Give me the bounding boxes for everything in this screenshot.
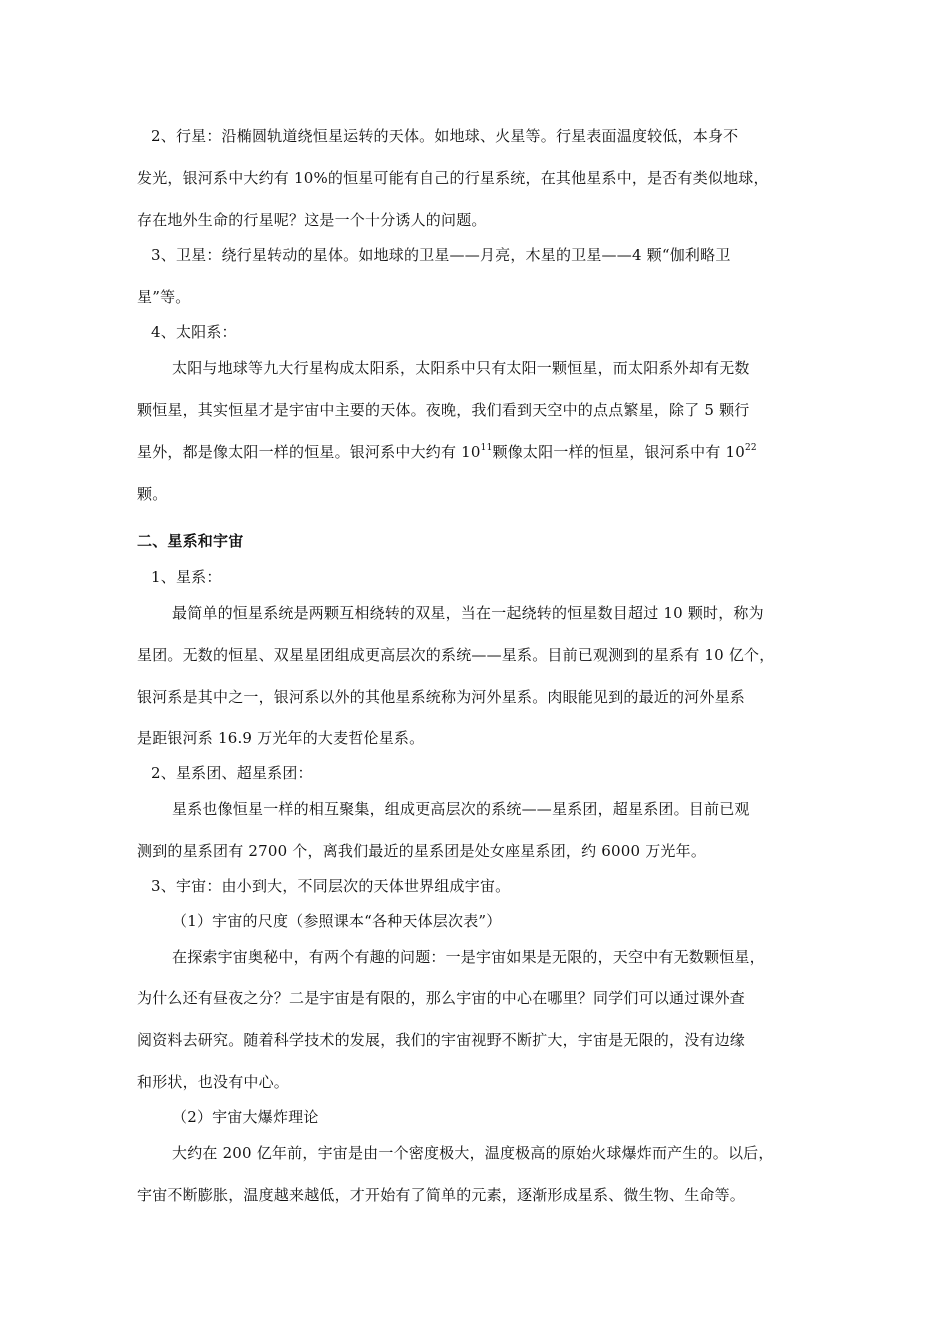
text-line: 宇宙不断膨胀，温度越来越低，才开始有了简单的元素，逐渐形成星系、微生物、生命等。 [137, 1186, 746, 1204]
text-line: 4、太阳系： [151, 323, 237, 341]
text-line: 测到的星系团有 2700 个，离我们最近的星系团是处女座星系团，约 6000 万光年。 [137, 842, 707, 860]
text-line: 为什么还有昼夜之分？二是宇宙是有限的，那么宇宙的中心在哪里？同学们可以通过课外查 [137, 989, 746, 1007]
text-line: 最简单的恒星系统是两颗互相绕转的双星，当在一起绕转的恒星数目超过 10 颗时，称为 [172, 604, 764, 622]
text-line: 大约在 200 亿年前，宇宙是由一个密度极大，温度极高的原始火球爆炸而产生的。以后， [172, 1144, 774, 1162]
text-line: 星”等。 [137, 288, 191, 306]
text-line: 1、星系： [151, 568, 222, 586]
exponent: 22 [745, 443, 757, 453]
text-line: 阅资料去研究。随着科学技术的发展，我们的宇宙视野不断扩大，宇宙是无限的，没有边缘 [137, 1031, 746, 1049]
text-line-with-exponents [137, 442, 757, 462]
text-line: 存在地外生命的行星呢？这是一个十分诱人的问题。 [137, 211, 487, 229]
text-line: 3、卫星：绕行星转动的星体。如地球的卫星——月亮，木星的卫星——4 颗“伽利略卫 [151, 246, 731, 264]
text-line: 颗。 [137, 485, 168, 503]
text-line: 和形状，也没有中心。 [137, 1073, 290, 1091]
text-line: 2、行星：沿椭圆轨道绕恒星运转的天体。如地球、火星等。行星表面温度较低，本身不 [151, 127, 739, 145]
exponent: 11 [480, 443, 493, 453]
text-line: 2、星系团、超星系团： [151, 764, 313, 782]
text-line: 是距银河系 16.9 万光年的大麦哲伦星系。 [137, 729, 425, 747]
text-line: 星团。无数的恒星、双星星团组成更高层次的系统——星系。目前已观测到的星系有 10 亿个， [137, 646, 775, 664]
text-line: 太阳与地球等九大行星构成太阳系，太阳系中只有太阳一颗恒星，而太阳系外却有无数 [172, 359, 750, 377]
text-segment: 颗像太阳一样的恒星，银河系中有 10 [492, 443, 745, 461]
text-line: 颗恒星，其实恒星才是宇宙中主要的天体。夜晚，我们看到天空中的点点繁星，除了 5 颗行 [137, 401, 750, 419]
text-line: （1）宇宙的尺度（参照课本“各种天体层次表”） [172, 912, 502, 930]
text-line: （2）宇宙大爆炸理论 [172, 1108, 319, 1126]
text-segment: 星外，都是像太阳一样的恒星。银河系中大约有 10 [137, 443, 481, 461]
text-line: 星系也像恒星一样的相互聚集，组成更高层次的系统——星系团，超星系团。目前已观 [172, 800, 750, 818]
text-line: 在探索宇宙奥秘中，有两个有趣的问题：一是宇宙如果是无限的，天空中有无数颗恒星， [172, 948, 765, 966]
section-heading: 二、星系和宇宙 [137, 532, 244, 550]
text-line: 3、宇宙：由小到大，不同层次的天体世界组成宇宙。 [151, 877, 511, 895]
text-line: 银河系是其中之一，银河系以外的其他星系统称为河外星系。肉眼能见到的最近的河外星系 [137, 688, 746, 706]
text-line: 发光，银河系中大约有 10%的恒星可能有自己的行星系统，在其他星系中，是否有类似地球， [137, 169, 769, 187]
